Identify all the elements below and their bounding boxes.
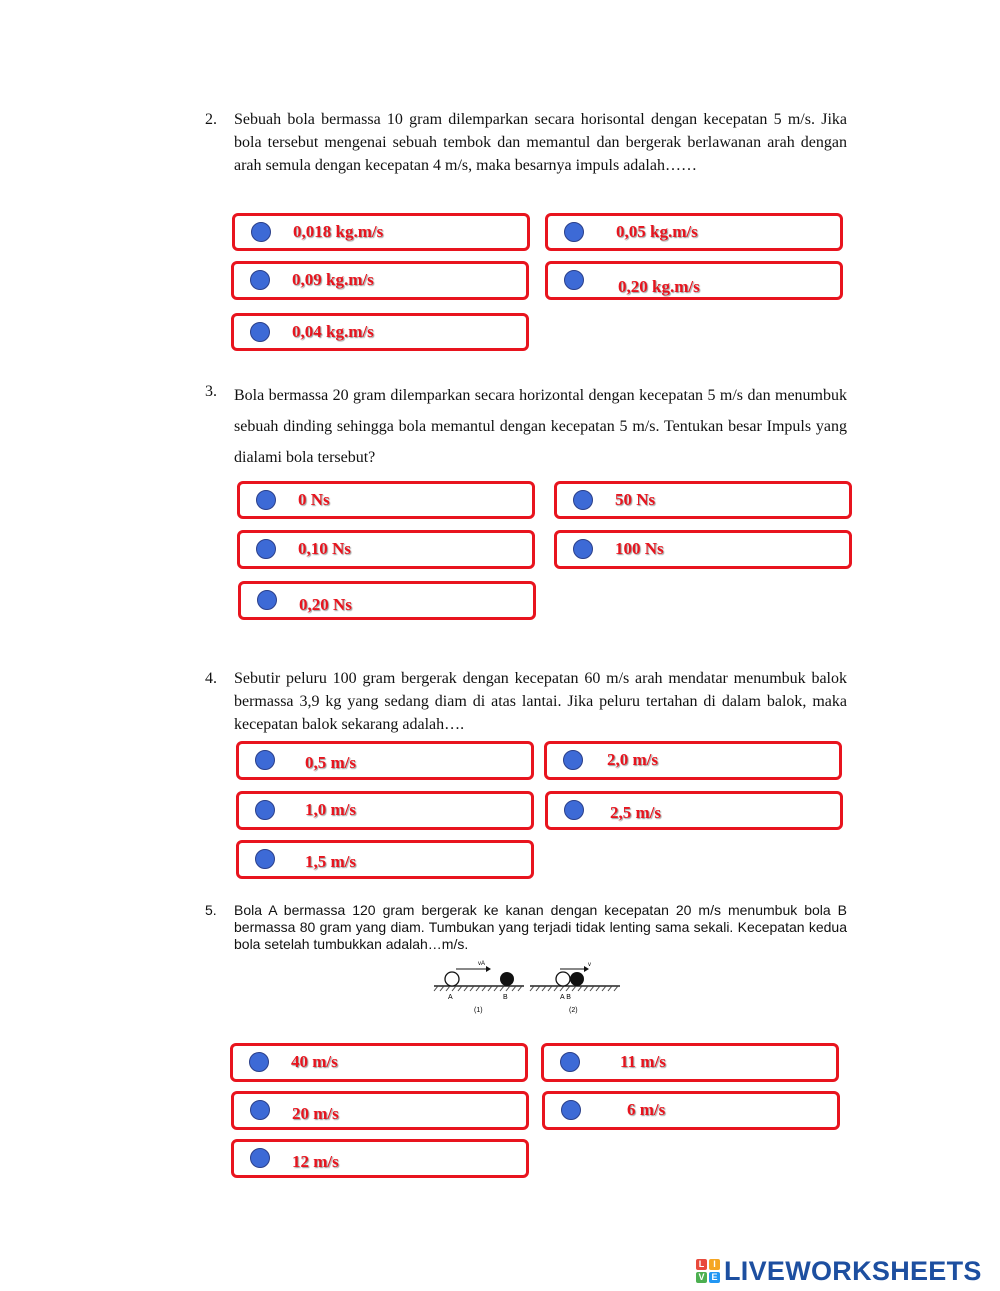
radio-icon[interactable] [573,539,593,559]
option-label: 40 m/s [291,1052,338,1071]
logo-letter: E [709,1272,720,1283]
option-label: 20 m/s [292,1104,339,1123]
logo-letter: I [709,1259,720,1270]
logo-icon [696,1259,720,1283]
option-label: 1,0 m/s [305,800,356,819]
answer-option[interactable] [541,1043,839,1082]
answer-option[interactable] [545,791,843,830]
answer-option[interactable] [237,481,535,519]
radio-icon[interactable] [255,750,275,770]
answer-option[interactable] [231,1091,529,1130]
question-number: 3. [205,383,217,400]
radio-icon[interactable] [257,590,277,610]
radio-icon[interactable] [256,490,276,510]
question-4 [205,667,847,736]
ball-b-shape [500,972,514,986]
radio-icon[interactable] [564,270,584,290]
option-label: 6 m/s [627,1100,666,1119]
logo-text: LIVEWORKSHEETS [724,1255,982,1286]
option-label: 2,5 m/s [610,803,661,822]
question-text: Bola bermassa 20 gram dilemparkan secara horizontal dengan kecepatan 5 m/s dan menumbuk sebuah dinding sehingga bola memantul dengan kecepatan 5 m/s. Tentukan besar Impuls yang dialami bola tersebut? [234,387,847,466]
answer-option[interactable] [232,213,530,251]
label-v: v [588,962,591,968]
radio-icon[interactable] [250,1100,270,1120]
option-label: 12 m/s [292,1152,339,1171]
liveworksheets-logo [696,1253,982,1289]
option-label: 0 Ns [298,490,330,509]
logo-letter: L [696,1259,707,1270]
radio-icon[interactable] [249,1052,269,1072]
ball-b-shape [570,972,584,986]
radio-icon[interactable] [256,539,276,559]
caption-1: (1) [474,1007,483,1014]
ball-a-shape [556,972,570,986]
option-label: 0,20 kg.m/s [618,277,700,296]
caption-2: (2) [569,1007,578,1014]
answer-option[interactable] [544,741,842,780]
option-label: 0,10 Ns [298,539,351,558]
radio-icon[interactable] [564,222,584,242]
radio-icon[interactable] [255,800,275,820]
question-text: Bola A bermassa 120 gram bergerak ke kanan dengan kecepatan 20 m/s menumbuk bola B bermassa 80 gram yang diam. Tumbukan yang terjadi tidak lenting sama sekali. Kecepatan kedua bola setelah tumbukkan adalah…m/s. [234,902,847,952]
radio-icon[interactable] [255,849,275,869]
radio-icon[interactable] [250,270,270,290]
option-label: 2,0 m/s [607,750,658,769]
question-number: 4. [205,670,217,687]
radio-icon[interactable] [563,750,583,770]
answer-option[interactable] [236,840,534,879]
label-ab: A B [560,994,571,1001]
label-b: B [503,994,508,1001]
label-va: vA [478,961,486,967]
question-5 [205,902,847,953]
ball-a-shape [445,972,459,986]
logo-letter: V [696,1272,707,1283]
option-label: 0,04 kg.m/s [292,322,374,341]
option-label: 0,20 Ns [299,595,352,614]
answer-option[interactable] [554,481,852,519]
question-2 [205,108,847,177]
answer-option[interactable] [230,1043,528,1082]
answer-option[interactable] [236,741,534,780]
arrow-head [486,966,491,972]
radio-icon[interactable] [560,1052,580,1072]
radio-icon[interactable] [564,800,584,820]
radio-icon[interactable] [250,322,270,342]
answer-option[interactable] [238,581,536,620]
question-number: 2. [205,111,217,128]
answer-option[interactable] [545,261,843,300]
answer-option[interactable] [231,261,529,300]
radio-icon[interactable] [250,1148,270,1168]
answer-option[interactable] [545,213,843,251]
option-label: 0,09 kg.m/s [292,270,374,289]
radio-icon[interactable] [573,490,593,510]
option-label: 11 m/s [620,1052,666,1071]
question-3 [205,380,847,473]
collision-diagram [432,958,622,1018]
radio-icon[interactable] [561,1100,581,1120]
answer-option[interactable] [542,1091,840,1130]
answer-option[interactable] [231,313,529,351]
question-text: Sebuah bola bermassa 10 gram dilemparkan secara horisontal dengan kecepatan 5 m/s. Jika bola tersebut mengenai sebuah tembok dan memantul dan bergerak berlawanan arah dengan arah semula dengan kecepatan 4 m/s, maka besarnya impuls adalah…… [234,111,847,174]
option-label: 0,018 kg.m/s [293,222,384,241]
answer-option[interactable] [236,791,534,830]
answer-option[interactable] [237,530,535,569]
option-label: 100 Ns [615,539,664,558]
option-label: 0,5 m/s [305,753,356,772]
label-a: A [448,994,453,1001]
option-label: 0,05 kg.m/s [616,222,698,241]
answer-option[interactable] [231,1139,529,1178]
radio-icon[interactable] [251,222,271,242]
option-label: 1,5 m/s [305,852,356,871]
option-label: 50 Ns [615,490,656,509]
question-number: 5. [205,902,217,918]
question-text: Sebutir peluru 100 gram bergerak dengan kecepatan 60 m/s arah mendatar menumbuk balok bermassa 3,9 kg yang sedang diam di atas lantai. Jika peluru tertahan di dalam balok, maka kecepatan balok sekarang adalah…. [234,670,847,733]
answer-option[interactable] [554,530,852,569]
